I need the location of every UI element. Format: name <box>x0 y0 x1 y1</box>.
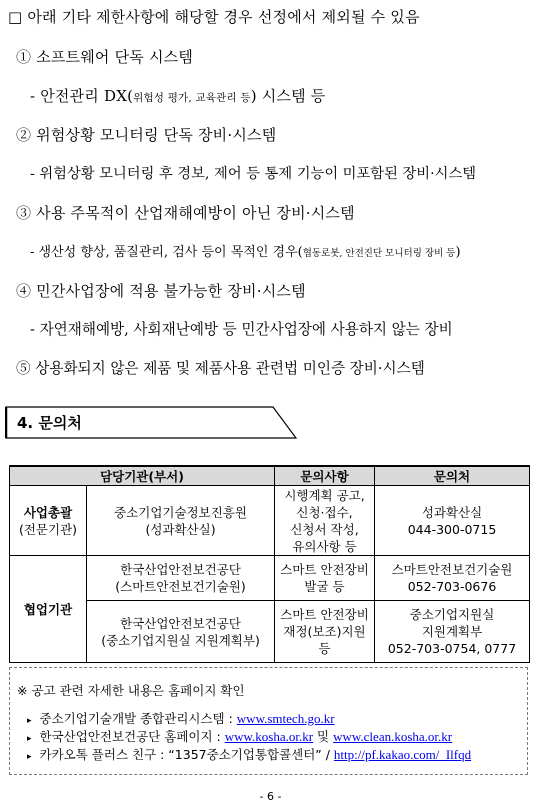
org-dept: (중소기업지원실 지원계획부) <box>101 632 260 648</box>
section-heading <box>5 406 295 438</box>
section-title: 4. 문의처 <box>17 414 82 432</box>
criteria-item-3 <box>16 202 355 223</box>
table-row <box>10 486 530 556</box>
org-name: 중소기업기술정보진흥원 <box>114 504 247 520</box>
detail-3-suffix: ) <box>455 245 461 260</box>
notice-title: ※ 공고 관련 자세한 내용은 홈페이지 확인 <box>17 683 245 698</box>
contact-cell <box>375 556 530 601</box>
bullet-icon: ▸ <box>27 734 32 744</box>
group-sub-label: (전문기관) <box>18 521 78 537</box>
header-inquiry: 문의사항 <box>275 466 375 486</box>
criteria-item-1 <box>16 46 193 67</box>
page-number: - 6 - <box>259 790 282 803</box>
criteria-detail-1 <box>30 85 325 106</box>
smtech-link[interactable]: www.smtech.go.kr <box>236 711 335 726</box>
org-cell <box>87 556 275 601</box>
criteria-title-5: 상용화되지 않은 제품 및 제품사용 관련법 미인증 장비·시스템 <box>35 360 425 377</box>
criteria-num-4: ④ <box>16 282 32 300</box>
contact-table <box>9 465 530 663</box>
notice-label: 한국산업안전보건공단 홈페이지 : <box>39 729 225 744</box>
criteria-title-2: 위험상황 모니터링 단독 장비·시스템 <box>36 126 277 144</box>
org-name: 한국산업안전보건공단 <box>120 562 241 577</box>
criteria-detail-4: - 자연재해예방, 사회재난예방 등 민간사업장에 사용하지 않는 장비 <box>30 321 453 338</box>
detail-1-prefix: - 안전관리 DX( <box>30 87 134 105</box>
inquiry-line: 스마트 안전장비 <box>280 607 369 622</box>
criteria-item-5 <box>16 357 425 378</box>
inquiry-cell <box>275 486 375 556</box>
inquiry-line: 스마트 안전장비 <box>280 562 369 577</box>
org-cell <box>87 601 275 663</box>
contact-phone: 044-300-0715 <box>407 521 497 537</box>
detail-1-suffix: ) 시스템 등 <box>250 87 326 105</box>
criteria-title-3: 사용 주목적이 산업재해예방이 아닌 장비·시스템 <box>36 204 355 222</box>
inquiry-line: 신청·접수, <box>296 504 353 520</box>
org-cell <box>87 486 275 556</box>
inquiry-cell <box>275 556 375 601</box>
contact-dept: 성과확산실 <box>421 504 483 520</box>
header-contact: 문의처 <box>375 466 530 486</box>
notice-label: 카카오톡 플러스 친구 : “1357중소기업통합콜센터” / <box>39 747 334 762</box>
inquiry-line: 신청서 작성, <box>290 521 359 537</box>
group-main-label: 사업총괄 <box>23 504 73 520</box>
detail-3-prefix: - 생산성 향상, 품질관리, 검사 등이 목적인 경우( <box>30 245 303 260</box>
inquiry-cell <box>275 601 375 663</box>
notice-item-smtech <box>27 709 335 727</box>
criteria-num-1: ① <box>16 48 32 66</box>
org-name: 한국산업안전보건공단 <box>120 615 241 631</box>
criteria-title-1: 소프트웨어 단독 시스템 <box>36 48 194 66</box>
contact-dept: 중소기업지원실 <box>409 607 495 622</box>
inquiry-line: 시행계획 공고, <box>284 487 365 503</box>
clean-kosha-link[interactable]: www.clean.kosha.or.kr <box>333 729 453 744</box>
header-org: 담당기관(부서) <box>10 466 275 486</box>
contact-phone: 052-703-0754, 0777 <box>387 641 517 656</box>
criteria-intro: □ 아래 기타 제한사항에 해당할 경우 선정에서 제외될 수 있음 <box>8 8 420 26</box>
criteria-item-2 <box>16 124 276 145</box>
org-dept: (성과확산실) <box>145 521 216 537</box>
detail-3-small: 협동로봇, 안전진단 모니터링 장비 등 <box>302 248 456 259</box>
contact-cell <box>375 486 530 556</box>
notice-item-kosha <box>27 727 452 745</box>
notice-and: 및 <box>313 729 334 744</box>
table-row <box>10 556 530 601</box>
criteria-item-4 <box>16 280 306 301</box>
org-dept: (스마트안전보건기술원) <box>115 579 246 594</box>
kakao-link[interactable]: http://pf.kakao.com/_Ilfqd <box>333 747 472 762</box>
inquiry-line: 발굴 등 <box>304 579 345 594</box>
criteria-title-4: 민간사업장에 적용 불가능한 장비·시스템 <box>36 282 306 300</box>
inquiry-line: 유의사항 등 <box>292 538 357 554</box>
kosha-link[interactable]: www.kosha.or.kr <box>224 729 314 744</box>
bullet-icon: ▸ <box>27 716 32 726</box>
table-row <box>10 601 530 663</box>
bullet-icon: ▸ <box>27 752 32 762</box>
notice-box <box>9 667 528 775</box>
criteria-detail-2: - 위험상황 모니터링 후 경보, 제어 등 통제 기능이 미포함된 장비·시스템 <box>30 166 477 182</box>
table-header-row <box>10 466 530 486</box>
contact-team: 지원계획부 <box>421 624 483 639</box>
group-cell-partner: 협업기관 <box>10 556 87 663</box>
contact-phone: 052-703-0676 <box>407 579 497 594</box>
inquiry-line: 재정(보조)지원 등 <box>283 624 366 656</box>
detail-1-small: 위험성 평가, 교육관리 등 <box>133 92 251 104</box>
contact-dept: 스마트안전보건기술원 <box>391 562 513 577</box>
criteria-num-3: ③ <box>16 204 32 222</box>
notice-label: 중소기업기술개발 종합관리시스템 : <box>39 711 237 726</box>
group-cell-main <box>10 486 87 556</box>
notice-item-kakao <box>27 745 471 763</box>
criteria-detail-3 <box>30 241 461 260</box>
criteria-num-5: ⑤ <box>16 360 31 377</box>
criteria-num-2: ② <box>16 126 32 144</box>
contact-cell <box>375 601 530 663</box>
